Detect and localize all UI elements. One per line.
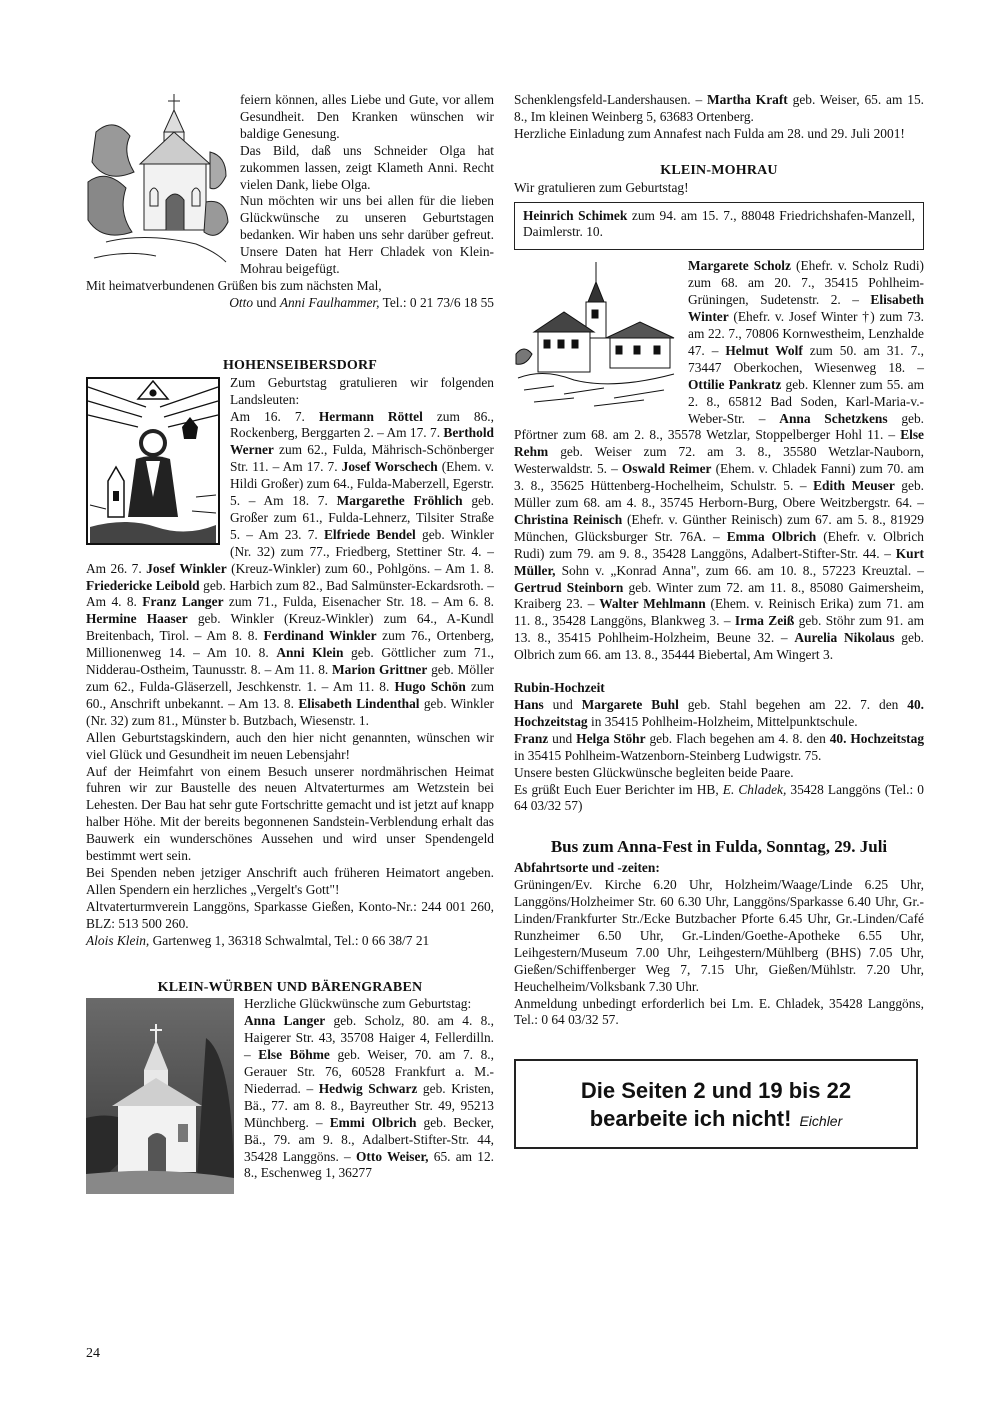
- person-name: Elisabeth Lindenthal: [298, 695, 420, 711]
- section-title-hohenseibersdorf: HOHENSEIBERSDORF: [222, 357, 378, 373]
- rubin-signature: [514, 782, 924, 816]
- person-name: Margarethe Fröhlich: [336, 493, 463, 509]
- signature-address: 35428 Langgöns (Tel.: 0 64 03/32 57): [514, 781, 924, 814]
- list-text: geb. Möller zum 62., Fulda-Gläserzell, Jeschkenstr. 1. – Am 11. 8.: [86, 662, 494, 694]
- person-name: Edith Meuser: [813, 478, 895, 494]
- list-text: geb. Flach begehen am 4. 8. den: [645, 730, 830, 746]
- person-name: Otto Weiser,: [355, 1148, 429, 1164]
- signature-name: E. Chladek,: [722, 781, 787, 797]
- signature-name: Otto: [229, 294, 254, 310]
- list-text: Am 16. 7.: [230, 408, 319, 424]
- signature-address: Gartenweg 1, 36318 Schwalmtal, Tel.: 0 66 38/7 21: [149, 932, 430, 948]
- person-name: Gertrud Steinborn: [514, 579, 624, 595]
- person-name: Hugo Schön: [394, 679, 466, 694]
- person-name: Irma Zeiß: [734, 613, 795, 629]
- person-name: Anna Langer: [244, 1013, 326, 1029]
- signature-name: Alois Klein,: [86, 932, 150, 948]
- kw-greeting: Herzliche Glückwünsche zum Geburtstag:: [244, 996, 472, 1012]
- person-name: Berthold Werner: [230, 425, 494, 458]
- list-text: geb. Winkler (Nr. 32) zum 81., Münster b. Butzbach, Wiesenstr. 1.: [86, 695, 494, 728]
- person-name: Hedwig Schwarz: [318, 1080, 418, 1096]
- list-text: in 35415 Pohlheim-Watzenborn-Steinberg Ludwigstr. 75.: [514, 747, 822, 763]
- list-text: 65. am 12. 8., Eschenweg 1, 36277: [244, 1148, 495, 1181]
- intro-paragraph: feiern können, alles Liebe und Gute, vor allem Gesundheit. Den Kranken wünschen wir baldige Genesung.: [240, 92, 494, 141]
- list-text: geb. Becker, Bä., 79. am 9. 8., Adalbert-Stifter-Str. 44, 35428 Langgöns. –: [244, 1114, 494, 1164]
- person-name: Elfriede Bendel: [324, 526, 416, 542]
- section-title-klein-mohrau: KLEIN-MOHRAU: [660, 162, 778, 178]
- person-name: Marion Grittner: [332, 662, 428, 678]
- list-text: zum 60., Anschrift unbekannt. – Am 13. 8.: [86, 679, 494, 711]
- hohen-tower-paragraph: Auf der Heimfahrt von einem Besuch unserer nordmährischen Heimat fuhren wir zur Baustelle des neuen Altvaterturmes am Wetzstein bei Lehesten. Der Bau hat sehr gute Fortschritte gemacht und ist jetzt auf knapp halber Höhe. Mit der bereits begonnenen Sandstein-Verblendung erhalt das Bauwerk ein wunderschönes Aussehen und wird unser Spendengeld bestimmt wert sein.: [86, 763, 494, 864]
- person-name: Franz: [514, 730, 549, 746]
- hohen-bank-paragraph: Altvaterturmverein Langgöns, Sparkasse Gießen, Konto-Nr.: 244 001 260, BLZ: 513 500 260.: [86, 898, 494, 931]
- list-text: zum 50. am 31. 7., 73447 Oberkochen, Wiesenweg 18. –: [688, 342, 924, 375]
- bus-registration-paragraph: Anmeldung unbedingt erforderlich bei Lm. E. Chladek, 35428 Langgöns, Tel.: 0 64 03/32 57.: [514, 995, 924, 1028]
- person-name: Elisabeth Winter: [688, 292, 924, 325]
- list-text: geb. Winter zum 72. am 11. 8., 85080 Gaimersheim, Kraiberg 23. –: [514, 579, 924, 612]
- anniversary-label: 40. Hochzeitstag: [514, 697, 925, 729]
- person-name: Emma Olbrich: [726, 528, 817, 544]
- list-text: geb. Großer zum 61., Fulda-Lehnerz, Tilsiter Straße 5. – Am 23. 7.: [230, 493, 495, 542]
- signature-text: Es grüßt Euch Euer Berichter im HB,: [514, 781, 723, 797]
- bus-subheading: Abfahrtsorte und -zeiten:: [514, 860, 660, 876]
- chapel-photo-illustration: [86, 998, 234, 1194]
- person-name: Christina Reinisch: [514, 511, 623, 527]
- intro-signature: [86, 295, 494, 312]
- greeting-text: Zum Geburtstag gratulieren wir folgenden Landsleuten:: [230, 374, 494, 407]
- notice-text: bearbeite ich nicht!: [589, 1106, 792, 1132]
- list-text: (Kreuz-Winkler) zum 60., Pohlgöns. – Am 1. 8.: [226, 560, 494, 576]
- list-text: geb. Harbich zum 82., Bad Salmünster-Eckardsroth. – Am 4. 8.: [86, 577, 494, 610]
- page-number: 24: [86, 1346, 100, 1361]
- list-text: geb. Winkler (Nr. 32) zum 77., Friedberg, Stettiner Str. 4. – Am 26. 7.: [86, 526, 495, 576]
- woodcut-saint-illustration: [86, 377, 220, 545]
- bus-headline: Bus zum Anna-Fest in Fulda, Sonntag, 29. Juli: [550, 837, 888, 857]
- person-name: Aurelia Nikolaus: [794, 630, 895, 646]
- list-text: (Ehem. v. Chladek Fanni) zum 70. am 3. 8., 35625 Hüttenberg-Hochelheim, Schulstr. 5. –: [514, 461, 924, 494]
- person-name: Kurt Müller,: [514, 545, 924, 578]
- list-text: (Ehem. v. Hildi Großer) zum 64., Fulda-Maberzell, Egerstr. 5. – Am 18. 7.: [230, 459, 494, 509]
- notice-line: [516, 1105, 916, 1135]
- list-text: geb. Weiser zum 72. am 3. 8., 35580 Wetzlar-Nauborn, Westerwaldstr. 5. –: [514, 444, 924, 477]
- person-name: Else Rehm: [514, 427, 924, 460]
- person-name: Josef Worschech: [341, 459, 438, 475]
- list-text: geb. Pförtner zum 68. am 2. 8., 35578 Wetzlar, Stoppelberger Hohl 11. –: [514, 410, 924, 443]
- person-name: Hermann Röttel: [318, 408, 423, 424]
- intro-paragraph: Das Bild, daß uns Schneider Olga hat zukommen lassen, zeigt Klameth Anni. Recht vielen Dank, liebe Olga.: [240, 142, 494, 192]
- left-column: [86, 92, 494, 1196]
- person-name: Hermine Haaser: [86, 611, 188, 627]
- list-text: (Ehefr. v. Günther Reinisch) zum 67. am 5. 8., 81929 München, Glücksburger Str. 76A. –: [514, 511, 925, 544]
- notice-box: [514, 1059, 918, 1149]
- list-text: geb. Kristen, Bä., 77. am 8. 8., Bayreuther Str. 49, 95213 Münchberg. –: [244, 1080, 494, 1130]
- list-text: geb. Weiser, 65. am 15. 8., Im kleinen Weinberg 5, 63683 Ortenberg.: [514, 92, 925, 124]
- person-name: Hans: [514, 697, 544, 712]
- person-name: Oswald Reimer: [621, 461, 712, 477]
- list-text: (Ehefr. v. Josef Winter †) zum 73. am 22. 7., 70806 Kornwestheim, Lenzhalde 47. –: [688, 309, 924, 358]
- person-name: Anna Schetzkens: [779, 410, 888, 426]
- list-text: zum 94. am 15. 7., 88048 Friedrichshafen-Manzell, Daimlerstr. 10.: [523, 207, 915, 240]
- list-text: geb. Müller zum 68. am 4. 8., 35745 Herborn-Burg, Obere Weitzbergstr. 64. –: [514, 478, 924, 511]
- person-name: Ferdinand Winkler: [263, 628, 377, 644]
- person-name: Martha Kraft: [707, 92, 788, 107]
- person-name: Walter Mehlmann: [599, 596, 706, 612]
- list-text: (Ehefr. v. Scholz Rudi) zum 68. am 20. 7., 35415 Pohlheim-Grüningen, Sudetenstr. 2. –: [688, 258, 924, 308]
- list-text: in 35415 Pohlheim-Holzheim, Mittelpunktschule.: [587, 713, 858, 729]
- list-text: geb. Klenner zum 55. am 2. 8., 65812 Bad Soden, Karl-Maria-v.-Weber-Str. –: [688, 376, 924, 426]
- list-text: Sohn v. „Konrad Anna", zum 66. am 10. 8., 57223 Kreuztal. –: [555, 562, 924, 578]
- signature-text: und: [253, 294, 280, 310]
- hohen-signature: [86, 933, 494, 950]
- person-name: Ottilie Pankratz: [688, 376, 782, 392]
- list-text: zum 71., Fulda, Eisenacher Str. 18. – Am 6. 8.: [223, 594, 494, 610]
- list-text: und: [548, 730, 577, 746]
- list-text: geb. Winkler (Kreuz-Winkler) zum 64., A-Kundl Breitenbach, Tirol. – Am 8. 8.: [86, 611, 495, 644]
- highlight-box: [514, 202, 924, 251]
- signature-phone: Tel.: 0 21 73/6 18 55: [379, 294, 494, 310]
- continuation-paragraph: [514, 92, 924, 126]
- list-text: geb. Weiser, 70. am 7. 8., Gerauer Str. 76, 60528 Frankfurt a. M.-Niederrad. –: [244, 1047, 494, 1096]
- intro-paragraph: Nun möchten wir uns bei allen für die lieben Glückwünsche zu unseren Geburtstagen bedanken. Wir haben uns sehr darüber gefreut. Unsere Daten hat Herr Chladek von Klein-Mohrau beigefügt.: [240, 193, 494, 277]
- person-name: Else Böhme: [258, 1047, 330, 1063]
- rubin-wishes: Unsere besten Glückwünsche begleiten beide Paare.: [514, 764, 794, 780]
- list-text: zum 86., Rockenberg, Berggarten 2. – Am 17. 7.: [230, 408, 494, 441]
- person-name: Josef Winkler: [146, 560, 227, 576]
- section-title-rubin-hochzeit: Rubin-Hochzeit: [514, 680, 605, 696]
- km-intro: Wir gratulieren zum Geburtstag!: [514, 179, 689, 195]
- list-text: geb. Stöhr zum 91. am 13. 8., 35415 Pohlheim-Holzheim, Beune 32. –: [514, 613, 925, 646]
- hohen-donation-paragraph: Bei Spenden neben jetziger Anschrift auch früheren Heimatort angeben. Allen Spendern ein herzliches „Vergelt's Gott"!: [86, 864, 494, 897]
- hohen-wishes-paragraph: Allen Geburtstagskindern, auch den hier nicht genannten, wünschen wir viel Glück und Gesundheit im neuen Lebensjahr!: [86, 729, 494, 762]
- village-sketch-illustration: [514, 258, 678, 410]
- list-text: geb. Stahl begehen am 22. 7. den: [678, 697, 908, 712]
- bus-departures-paragraph: Grüningen/Ev. Kirche 6.20 Uhr, Holzheim/Waage/Linde 6.25 Uhr, Langgöns/Holzheimer Str. 60 6.30 Uhr, Langgöns/Sparkasse 6.40 Uhr, Gr.-Linden/Frankfurter Str./Ecke Butzbacher Pforte 6.45 Uhr, Gr.-Linden/Café Runzheimer 6.50 Uhr, Gr.-Linden/Goethe-Apotheke 6.55 Uhr, Leihgestern/Museum 7.00 Uhr, Leihgestern/Mühlberg (BHS) 7.05 Uhr, Gießen/Schiffenberger Weg 7, 7.15 Uhr, Gießen/Mühlstr. 7.20 Uhr, Heuchelheim/Volksbank 7.30 Uhr.: [514, 877, 924, 994]
- list-text: (Ehefr. v. Olbrich Rudi) zum 79. am 9. 8., 35428 Langgöns, Adalbert-Stifter-Str. 44. –: [514, 528, 924, 561]
- invitation-paragraph: Herzliche Einladung zum Annafest nach Fulda am 28. und 29. Juli 2001!: [514, 125, 905, 141]
- anniversary-label: 40. Hochzeitstag: [829, 730, 925, 746]
- person-name: Margarete Scholz: [688, 258, 791, 274]
- person-name: Anni Klein: [276, 645, 344, 661]
- person-name: Heinrich Schimek: [523, 207, 628, 223]
- right-column: [514, 92, 924, 1149]
- list-text: (Ehem. v. Reinisch Erika) zum 71. am 11. 8., 35428 Langgöns, Blankweg 3. –: [514, 596, 925, 629]
- list-text: geb. Olbrich zum 66. am 13. 8., 35444 Biebertal, Am Wingert 3.: [514, 630, 924, 663]
- intro-paragraph: Mit heimatverbundenen Grüßen bis zum nächsten Mal,: [86, 277, 382, 293]
- person-name: Friedericke Leibold: [86, 577, 200, 593]
- section-title-klein-wuerben: KLEIN-WÜRBEN UND BÄRENGRABEN: [157, 979, 423, 995]
- person-name: Margarete Buhl: [581, 697, 679, 712]
- person-name: Emmi Olbrich: [329, 1114, 417, 1130]
- rubin-couple-2: [514, 731, 924, 765]
- signature-name: Anni Faulhammer,: [279, 294, 380, 310]
- notice-line: Die Seiten 2 und 19 bis 22: [580, 1078, 852, 1104]
- list-text: zum 62., Fulda, Mährisch-Schönberger Str. 11. – Am 17. 7.: [230, 442, 494, 475]
- list-text: geb. Göttlicher zum 71., Nidderau-Ostheim, Taunusstr. 8. – Am 11. 8.: [86, 645, 494, 678]
- rubin-couple-1: [514, 697, 924, 731]
- person-name: Franz Langer: [142, 594, 224, 610]
- list-text: zum 76., Ortenberg, Millionenweg 14. – Am 10. 8.: [86, 628, 495, 661]
- list-text: und: [543, 697, 582, 712]
- person-name: Helmut Wolf: [725, 342, 803, 358]
- person-name: Helga Stöhr: [576, 730, 646, 746]
- notice-signature: Eichler: [799, 1113, 843, 1130]
- list-text: geb. Scholz, 80. am 4. 8., Haigerer Str. 43, 35708 Haiger 4, Fellerdilln. –: [244, 1013, 495, 1063]
- chapel-sketch-illustration: [86, 92, 230, 268]
- list-text: Schenklengsfeld-Landershausen. –: [514, 92, 708, 107]
